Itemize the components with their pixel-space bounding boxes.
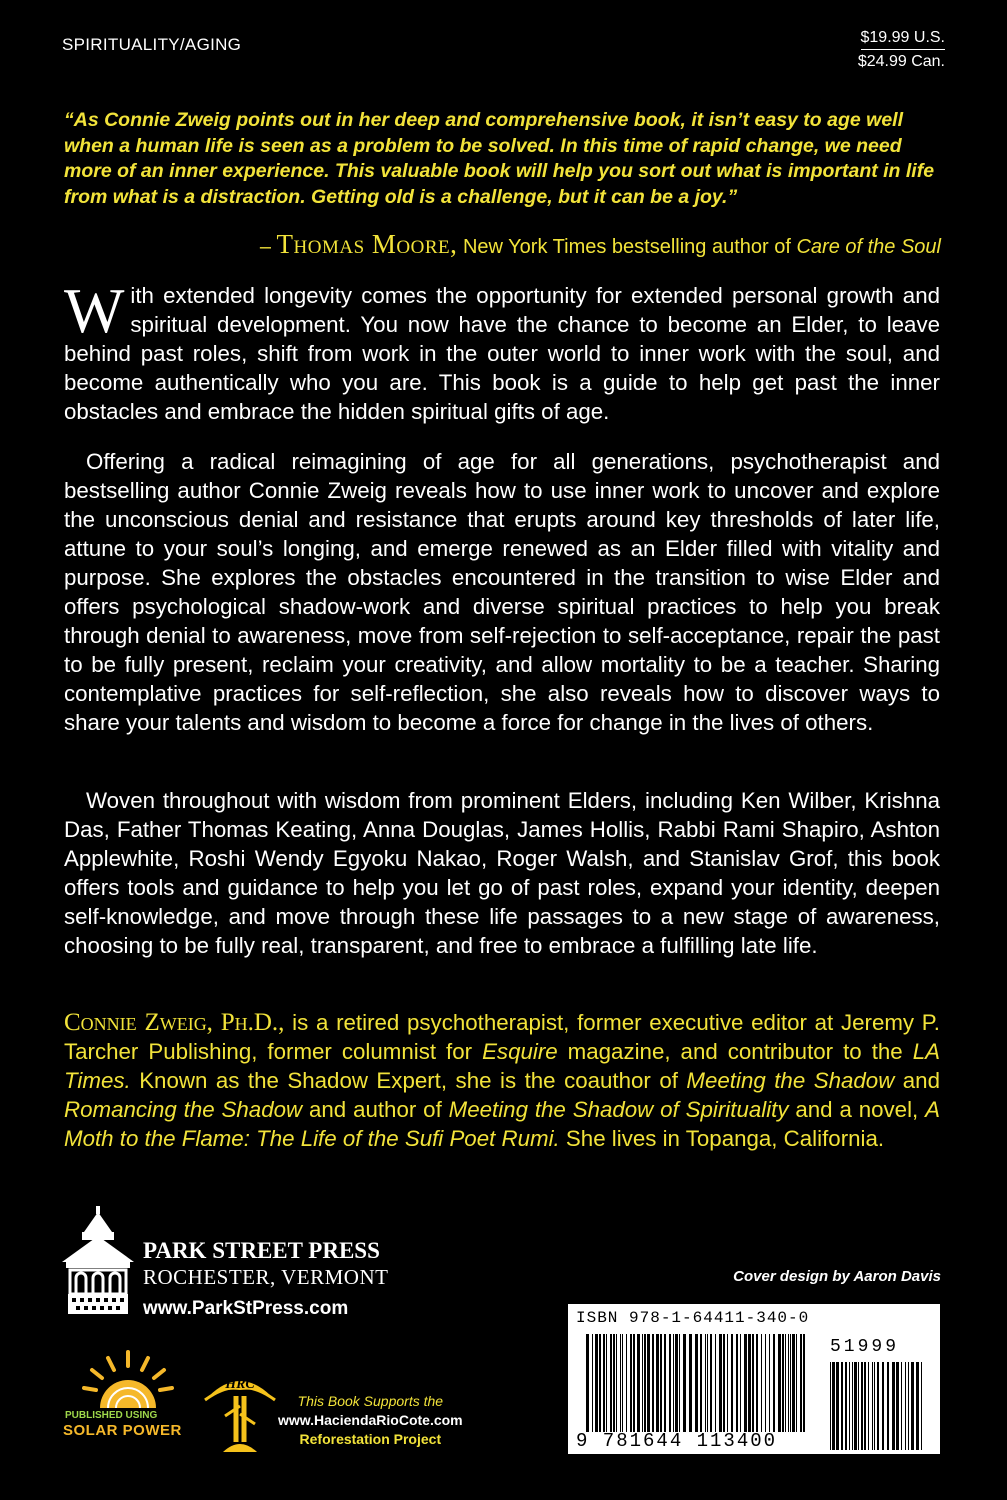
endorsement-quote: “As Connie Zweig points out in her deep and comprehensive book, it isn’t easy to age well when a human life is seen as a problem to be solved. In this time of rapid change, we need more of an inner experience. This valuable book will help you sort out what is important in life from what is a distraction. Getting old is a challenge, but it can be a joy.”: [64, 109, 935, 208]
barcode-addon-digits: 51999: [830, 1337, 900, 1357]
bio-text: and a novel,: [788, 1097, 926, 1122]
bio-book-title: Meeting the Shadow: [686, 1068, 895, 1093]
bio-title-esquire: Esquire: [482, 1039, 558, 1064]
attribution-author: Thomas Moore,: [276, 229, 458, 259]
attribution-dash: –: [259, 236, 277, 258]
bio-book-title: Romancing the Shadow: [64, 1097, 303, 1122]
price-us: $19.99 U.S.: [861, 28, 946, 50]
publisher-website: www.ParkStPress.com: [143, 1298, 349, 1319]
isbn-label: ISBN 978-1-64411-340-0: [576, 1309, 810, 1327]
bio-text: She lives in Topanga, California.: [559, 1126, 885, 1151]
isbn-digits: 9 781644 113400: [576, 1430, 778, 1452]
intro-paragraph: [64, 275, 940, 426]
barcode-icon: [586, 1334, 806, 1432]
publisher-location: ROCHESTER, VERMONT: [143, 1265, 389, 1289]
drop-cap: W: [64, 275, 125, 346]
attribution-credit: New York Times bestselling author of: [457, 236, 797, 258]
attribution-book-title: Care of the Soul: [796, 236, 941, 258]
elders-paragraph: Woven throughout with wisdom from prominent Elders, including Ken Wilber, Krishna Das, Father Thomas Keating, Anna Douglas, James Hollis, Rabbi Rami Shapiro, Ashton Applewhite, Roshi Wendy Egyoku Nakao, Roger Walsh, and Stanislav Grof, this book offers tools and guidance to help you let go of past roles, expand your identity, deepen self-knowledge, and move through these life passages to a new stage of awareness, choosing to be fully real, transparent, and free to embrace a fulfilling late life.: [64, 788, 940, 958]
description-paragraph: Offering a radical reimagining of age for all generations, psychotherapist and bestselling author Connie Zweig reveals how to use inner work to uncover and explore the unconscious denial and resistance that erupts around key thresholds of later life, attune to your soul’s longing, and emerge renewed as an Elder filled with vitality and purpose. She explores the obstacles encountered in the transition to wise Elder and offers psychological shadow-work and diverse spiritual practices to help you break through denial to awareness, move from self-rejection to self-acceptance, repair the past to be fully present, reclaim your creativity, and allow mortality to be a teacher. Sharing contemplative practices for self-reflection, she also reveals how to discover ways to share your talents and wisdom to become a force for change in the lives of others.: [64, 449, 940, 735]
hrc-line3: Reforestation Project: [299, 1431, 442, 1447]
price-block: [858, 28, 945, 72]
bio-book-title: Meeting the Shadow of Spirituality: [448, 1097, 789, 1122]
bio-title-latimes: LA Times.: [64, 1039, 940, 1093]
intro-text: ith extended longevity comes the opportunity for extended personal growth and spiritual development. You now have the chance to become an Elder, to leave behind past roles, shift from work in the outer world to inner work with the soul, and become authentically who you are. This book is a guide to help get past the inner obstacles and embrace the hidden spiritual gifts of age.: [64, 283, 940, 424]
price-can: $24.99 Can.: [857, 53, 945, 70]
bio-book-title: A Moth to the Flame: The Life of the Sufi Poet Rumi.: [64, 1097, 940, 1151]
solar-label-big: SOLAR POWER: [63, 1422, 182, 1439]
quote-attribution: [260, 229, 941, 260]
hrc-logo-text: HRC: [225, 1377, 255, 1392]
bio-text: and author of: [302, 1097, 449, 1122]
hrc-tree-logo-icon: [203, 1366, 277, 1456]
bio-text: magazine, and contributor to the: [557, 1039, 913, 1064]
isbn-barcode: [568, 1304, 940, 1454]
bio-text: Known as the Shadow Expert, she is the coauthor of: [130, 1068, 687, 1093]
sun-icon: [78, 1348, 178, 1412]
hrc-line1: This Book Supports the: [297, 1393, 444, 1409]
author-name: Connie Zweig, Ph.D.,: [64, 1009, 285, 1036]
publisher-name: PARK STREET PRESS: [143, 1238, 380, 1263]
bio-text: is a retired psychotherapist, former executive editor at Jeremy P. Tarcher Publishing, former columnist for: [64, 1010, 940, 1064]
cover-design-credit: Cover design by Aaron Davis: [733, 1268, 941, 1285]
addon-barcode-icon: [830, 1362, 926, 1450]
solar-label-small: PUBLISHED USING: [65, 1410, 158, 1421]
hrc-website: www.HaciendaRioCote.com: [278, 1412, 463, 1428]
author-bio: [64, 1008, 940, 1153]
gazebo-logo-icon: [62, 1206, 134, 1318]
category-label: SPIRITUALITY/AGING: [62, 35, 242, 54]
hrc-support-text: [278, 1392, 463, 1449]
bio-text: and: [894, 1068, 940, 1093]
